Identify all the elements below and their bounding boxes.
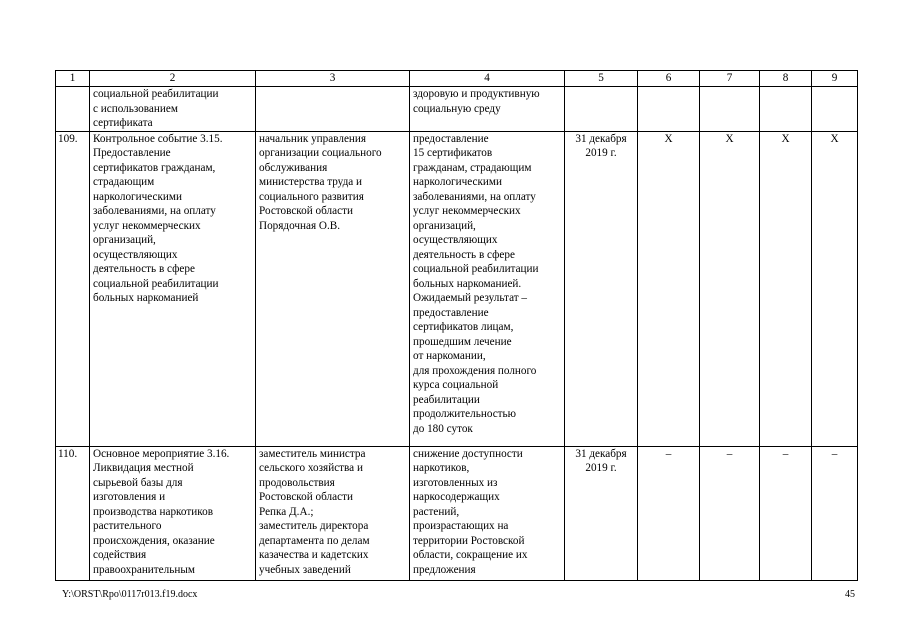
row-number: 110. bbox=[56, 446, 90, 580]
result-cell: предоставление 15 сертификатов гражданам, страдающим наркологическими заболеваниями, на оплату услуг некоммерческих организаций, осуществляющих деятельность в сфере социальной реабилитации больных наркоманией. Ожидаемый результат – предоставление сертификатов лицам, прошедшим лечение от наркомании, для прохождения полного курса социальной реабилитации продолжительностью до 180 суток bbox=[410, 131, 565, 446]
date-cell bbox=[565, 87, 638, 132]
row-number bbox=[56, 87, 90, 132]
cell-col7: Х bbox=[700, 131, 760, 446]
event-cell: Контрольное событие 3.15. Предоставление сертификатов гражданам, страдающим наркологическими заболеваниями, на оплату услуг некоммерческих организаций, осуществляющих деятельность в сфере социальной реабилитации больных наркоманией bbox=[90, 131, 256, 446]
cell-col9: Х bbox=[812, 131, 858, 446]
table-header-row bbox=[56, 71, 858, 87]
cell-col9 bbox=[812, 87, 858, 132]
column-header: 6 bbox=[638, 71, 700, 87]
cell-col9: – bbox=[812, 446, 858, 580]
result-cell: здоровую и продуктивную социальную среду bbox=[410, 87, 565, 132]
cell-col7 bbox=[700, 87, 760, 132]
responsible-cell: заместитель министра сельского хозяйства и продовольствия Ростовской области Репка Д.А.; заместитель директора департамента по делам казачества и кадетских учебных заведений bbox=[256, 446, 410, 580]
column-header: 2 bbox=[90, 71, 256, 87]
column-header: 3 bbox=[256, 71, 410, 87]
column-header: 7 bbox=[700, 71, 760, 87]
row-number: 109. bbox=[56, 131, 90, 446]
column-header: 4 bbox=[410, 71, 565, 87]
date-cell: 31 декабря 2019 г. bbox=[565, 446, 638, 580]
page-number: 45 bbox=[845, 589, 855, 600]
date-cell: 31 декабря 2019 г. bbox=[565, 131, 638, 446]
table-row bbox=[56, 446, 858, 580]
cell-col8 bbox=[760, 87, 812, 132]
responsible-cell: начальник управления организации социального обслуживания министерства труда и социального развития Ростовской области Порядочная О.В. bbox=[256, 131, 410, 446]
column-header: 1 bbox=[56, 71, 90, 87]
cell-col8: Х bbox=[760, 131, 812, 446]
cell-col6: Х bbox=[638, 131, 700, 446]
result-cell: снижение доступности наркотиков, изготовленных из наркосодержащих растений, произрастающих на территории Ростовской области, сокращение их предложения bbox=[410, 446, 565, 580]
responsible-cell bbox=[256, 87, 410, 132]
table-row bbox=[56, 131, 858, 446]
plan-table bbox=[55, 70, 858, 581]
cell-col6: – bbox=[638, 446, 700, 580]
cell-col7: – bbox=[700, 446, 760, 580]
footer-file-path: Y:\ORST\Rpo\0117r013.f19.docx bbox=[62, 589, 198, 600]
column-header: 8 bbox=[760, 71, 812, 87]
column-header: 5 bbox=[565, 71, 638, 87]
column-header: 9 bbox=[812, 71, 858, 87]
table-row bbox=[56, 87, 858, 132]
cell-col6 bbox=[638, 87, 700, 132]
cell-col8: – bbox=[760, 446, 812, 580]
event-cell: социальной реабилитации с использованием сертификата bbox=[90, 87, 256, 132]
event-cell: Основное мероприятие 3.16. Ликвидация местной сырьевой базы для изготовления и производства наркотиков растительного происхождения, оказание содействия правоохранительным bbox=[90, 446, 256, 580]
